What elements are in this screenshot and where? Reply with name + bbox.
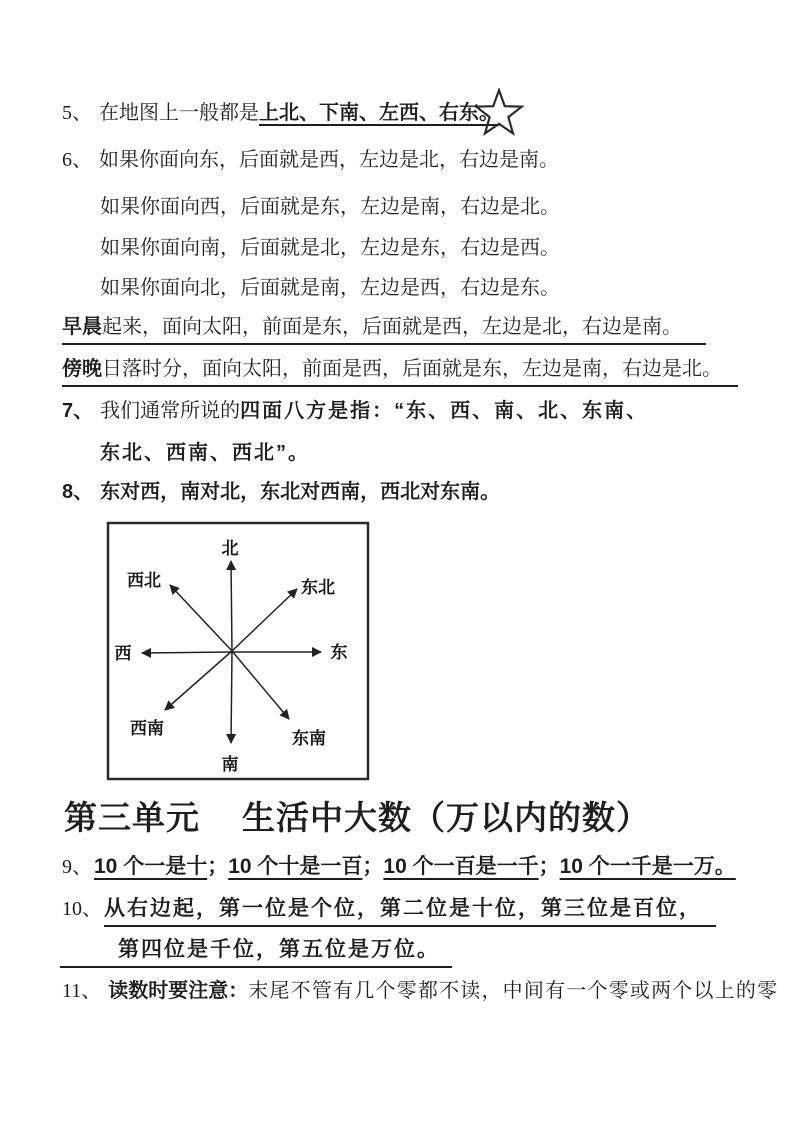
item-emphasis: 上北、下南、左西、右东。	[259, 102, 499, 124]
separator: ；	[538, 855, 560, 878]
item-number: 7、	[62, 400, 94, 422]
underlined-sentence	[62, 357, 738, 387]
section-title: 生活中大数（万以内的数）	[242, 799, 650, 836]
item-text: 我们通常所说的	[100, 400, 241, 422]
fact-segment: 10 个一千是一万。	[559, 855, 736, 878]
list-item-10-continued	[60, 936, 452, 968]
item-number: 8、	[62, 481, 94, 503]
evening-note	[62, 357, 738, 387]
list-item-5	[62, 101, 499, 126]
compass-label-northwest: 西北	[127, 571, 161, 590]
arrow-northwest	[170, 585, 232, 651]
arrow-south	[231, 651, 232, 743]
note-text: 日落时分，面向太阳，前面是西，后面就是东，左边是南，右边是北。	[102, 358, 722, 380]
item-number: 5、	[62, 102, 92, 124]
list-item-9	[62, 853, 736, 880]
list-item-7	[62, 399, 648, 424]
note-text: 起来，面向太阳，前面是东，后面就是西，左边是北，右边是南。	[102, 316, 682, 338]
list-item-7-continued	[100, 441, 310, 466]
list-item-10	[62, 895, 716, 927]
compass-label-north: 北	[221, 539, 239, 558]
arrow-northeast	[232, 589, 297, 651]
item-text: 在地图上一般都是	[99, 102, 259, 124]
star-icon	[474, 88, 524, 138]
list-item-6-continued	[100, 236, 560, 261]
section-heading	[64, 797, 650, 838]
compass-label-east: 东	[330, 643, 348, 662]
arrow-north	[231, 561, 232, 651]
separator: ；	[362, 855, 384, 878]
compass-label-southeast: 东南	[292, 729, 326, 748]
fact-segment: 10 个一是十	[94, 855, 208, 878]
separator: ；	[207, 855, 229, 878]
list-item-11	[62, 979, 778, 1004]
compass-label-southwest: 西南	[130, 719, 164, 738]
arrow-southeast	[232, 651, 289, 719]
fact-segment: 10 个一百是一千	[383, 855, 539, 878]
arrow-west	[142, 652, 232, 653]
item-text: 第四位是千位，第五位是万位。	[60, 937, 452, 968]
item-text: 从右边起，第一位是个位，第二位是十位，第三位是百位，	[104, 896, 716, 927]
list-item-8	[62, 480, 500, 505]
fact-segment: 10 个十是一百	[228, 855, 363, 878]
item-text: 东对西，南对北，东北对西南，西北对东南。	[100, 481, 501, 503]
item-number: 9、	[62, 856, 92, 878]
compass-label-south: 南	[221, 755, 239, 774]
item-text: 如果你面向北，后面就是南，左边是西，右边是东。	[100, 277, 560, 299]
item-text: 如果你面向东，后面就是西，左边是北，右边是南。	[99, 149, 559, 171]
item-number: 10、	[62, 898, 102, 920]
list-item-6-continued	[100, 276, 560, 301]
morning-note	[62, 315, 706, 345]
compass-diagram	[106, 521, 370, 782]
note-lead: 早晨	[62, 316, 102, 338]
list-item-6-continued	[100, 195, 560, 220]
item-text: 如果你面向西，后面就是东，左边是南，右边是北。	[100, 196, 560, 218]
list-item-6	[62, 148, 559, 173]
underlined-sentence	[62, 315, 706, 345]
item-number: 11、	[62, 980, 102, 1002]
item-text: 如果你面向南，后面就是北，左边是东，右边是西。	[100, 237, 560, 259]
compass-label-west: 西	[114, 644, 132, 663]
item-text: 末尾不管有几个零都不读，中间有一个零或两个以上的零	[248, 980, 779, 1002]
arrow-southwest	[165, 651, 232, 710]
item-lead: 读数时要注意：	[108, 980, 249, 1002]
note-lead: 傍晚	[62, 358, 102, 380]
item-number: 6、	[62, 149, 92, 171]
compass-label-northeast: 东北	[301, 578, 335, 597]
item-emphasis: 四面八方是指：“东、西、南、北、东南、	[240, 400, 649, 422]
section-unit: 第三单元	[64, 799, 200, 836]
item-emphasis: 东北、西南、西北”。	[100, 442, 310, 464]
compass-frame	[108, 523, 368, 779]
